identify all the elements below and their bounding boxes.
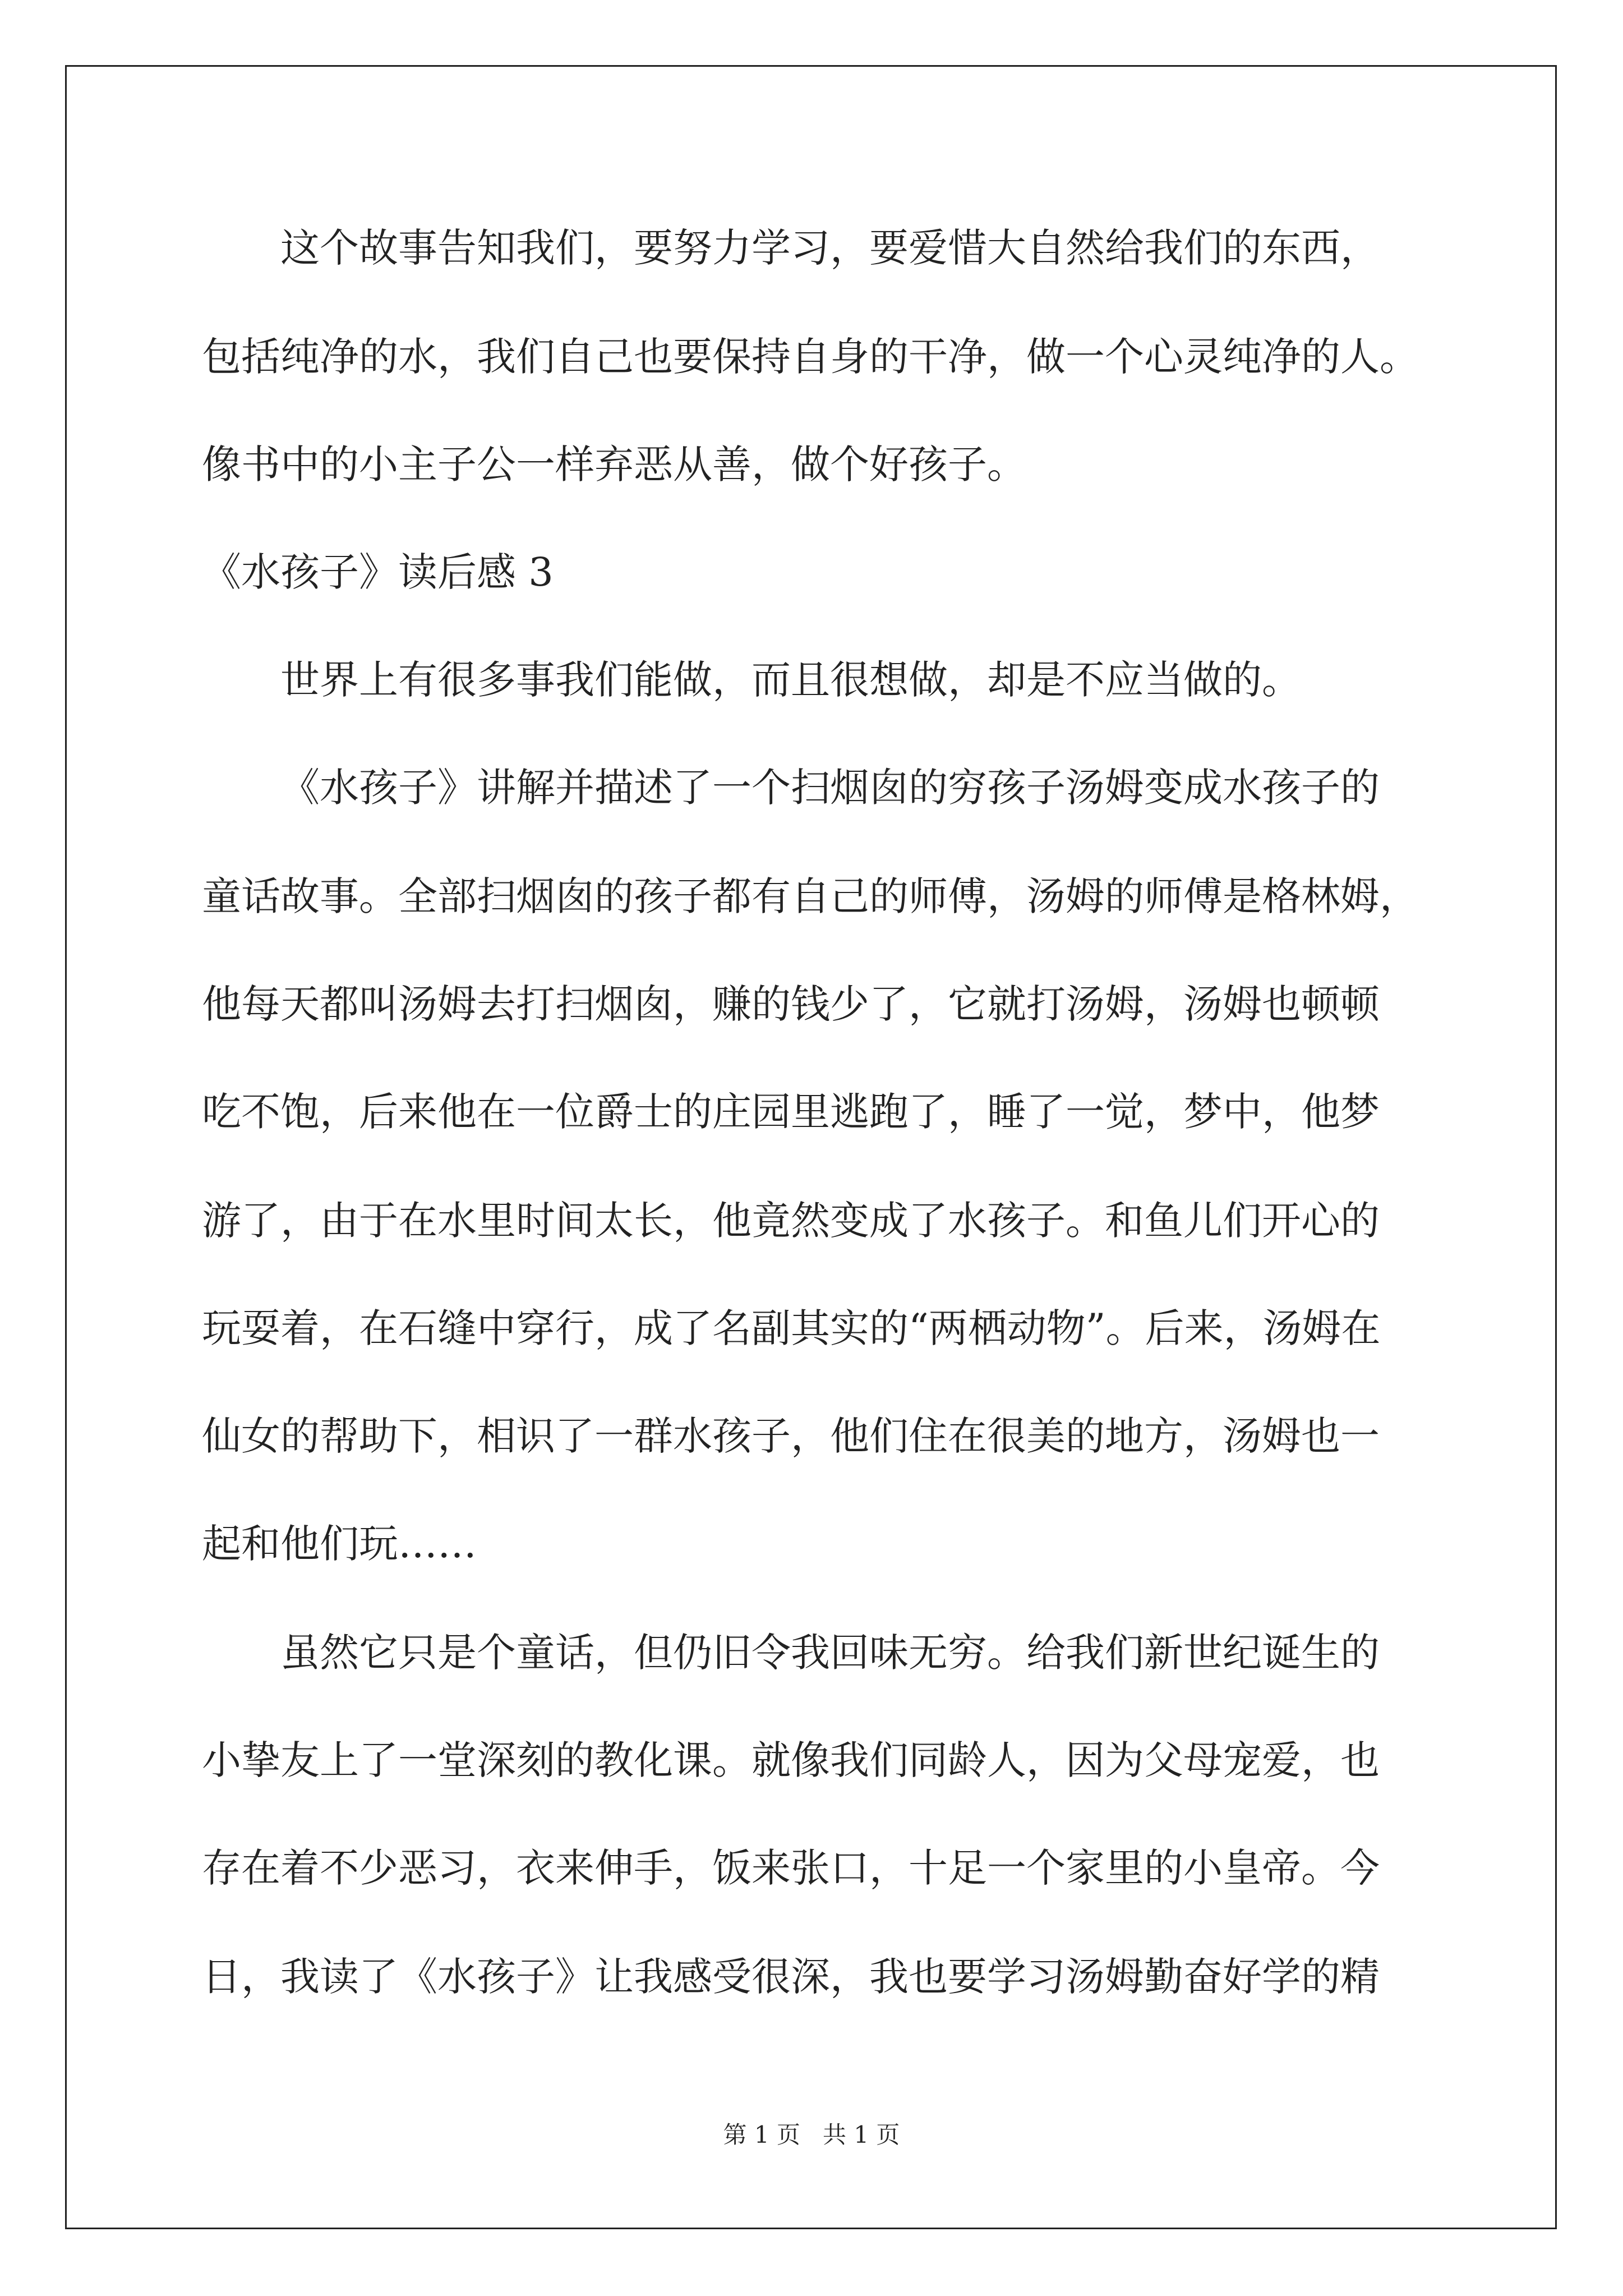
paragraph-line: 像书中的小主子公一样弃恶从善，做个好孩子。 [202,441,1026,487]
paragraph-line: 这个故事告知我们，要努力学习，要爱惜大自然给我们的东西， [280,225,1380,271]
paragraph-line: 游了，由于在水里时间太长，他竟然变成了水孩子。和鱼儿们开心的 [202,1198,1380,1244]
paragraph-line: 世界上有很多事我们能做，而且很想做，却是不应当做的。 [280,657,1301,703]
paragraph-line: 他每天都叫汤姆去打扫烟囱，赚的钱少了，它就打汤姆，汤姆也顿顿 [202,981,1380,1027]
page-footer [0,2118,1623,2152]
paragraph-line: 日，我读了《水孩子》让我感受很深，我也要学习汤姆勤奋好学的精 [202,1954,1380,2000]
paragraph-line: 小挚友上了一堂深刻的教化课。就像我们同龄人，因为父母宠爱，也 [202,1737,1380,1783]
paragraph-line: 吃不饱，后来他在一位爵士的庄园里逃跑了，睡了一觉，梦中，他梦 [202,1089,1380,1135]
paragraph-line: 仙女的帮助下，相识了一群水孩子，他们住在很美的地方，汤姆也一 [202,1413,1380,1459]
page-total: 共 1 页 [823,2121,900,2148]
paragraph-line: 童话故事。全部扫烟囱的孩子都有自己的师傅，汤姆的师傅是格林姆， [202,873,1419,919]
page-number: 第 1 页 [723,2121,800,2148]
paragraph-line: 《水孩子》讲解并描述了一个扫烟囱的穷孩子汤姆变成水孩子的 [280,765,1380,811]
paragraph-line: 存在着不少恶习，衣来伸手，饭来张口，十足一个家里的小皇帝。今 [202,1845,1380,1891]
paragraph-line: 玩耍着，在石缝中穿行，成了名副其实的“两栖动物”。后来，汤姆在 [202,1305,1381,1351]
section-heading: 《水孩子》读后感 3 [202,549,554,595]
page-border [65,65,1557,2229]
paragraph-line: 虽然它只是个童话，但仍旧令我回味无穷。给我们新世纪诞生的 [280,1630,1380,1676]
paragraph-line: 包括纯净的水，我们自己也要保持自身的干净，做一个心灵纯净的人。 [202,334,1419,380]
paragraph-line: 起和他们玩…… [202,1521,477,1567]
